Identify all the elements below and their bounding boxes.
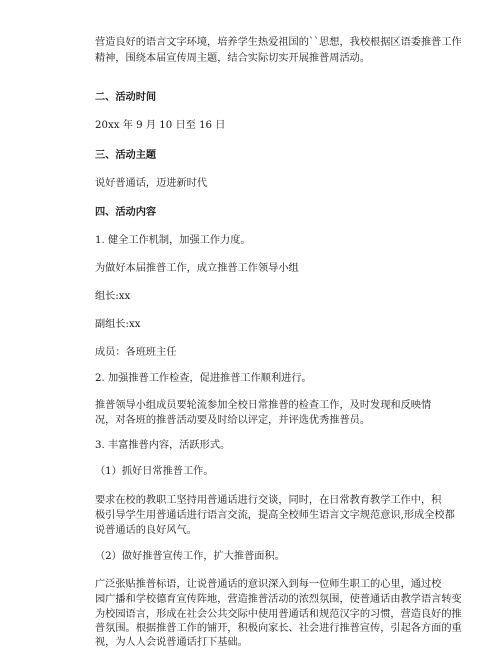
content-item-1: 1. 健全工作机制，加强工作力度。 [95,235,251,246]
heading-activity-content: 四、活动内容 [95,207,157,218]
sub-item-1-line-2: 极引导学生用普通话进行语言交流，提高全校师生语言文字规范意识,形成全校都 [95,510,455,521]
sub-item-2-line-4: 普氛围。根据推普工作的铺开，积极向家长、社会进行推普宣传，引起各方面的重 [95,623,462,634]
content-item-1-desc: 为做好本届推普工作，成立推普工作领导小组 [95,263,299,274]
activity-theme-text: 说好普通话，迈进新时代 [95,178,208,189]
sub-item-1-line-1: 要求在校的教职工坚持用普通话进行交谈，同时，在日常教育教学工作中，积 [95,495,442,506]
sub-item-2-line-3: 为校园语言，形成在社会公共交际中使用普通话和规范汉字的习惯，营造良好的推 [95,609,462,620]
sub-item-1: （1）抓好日常推普工作。 [95,466,214,477]
sub-item-2-line-1: 广泛张贴推普标语，让说普通话的意识深入到每一位师生职工的心里，通过校 [95,579,442,590]
heading-activity-time: 二、活动时间 [95,92,157,103]
content-item-3: 3. 丰富推普内容，活跃形式。 [95,440,231,451]
sub-item-1-line-3: 说普通话的良好风气。 [95,525,197,536]
activity-time-text: 20xx 年 9 月 10 日至 16 日 [95,120,226,131]
heading-activity-theme: 三、活动主题 [95,150,157,161]
sub-item-2-line-2: 园广播和学校德育宣传阵地，营造推普活动的浓烈氛围，使普通话由教学语言转变 [95,594,462,605]
leader-line: 组长:xx [95,291,131,302]
item-2-para-line-2: 况，对各班的推普活动要及时给以评定，并评选优秀推普员。 [95,415,371,426]
content-item-2: 2. 加强推普工作检查，促进推普工作顺利进行。 [95,373,312,384]
intro-line-1: 营造良好的语言文字环境，培养学生热爱祖国的``思想，我校根据区语委推普工作 [95,37,462,48]
item-2-para-line-1: 推普领导小组成员要轮流参加全校日常推普的检查工作，及时发现和反映情 [95,400,432,411]
vice-leader-line: 副组长:xx [95,319,141,330]
intro-line-2: 精神，围绕本届宣传周主题，结合实际切实开展推普周活动。 [95,53,371,64]
members-line: 成员：各班班主任 [95,347,177,358]
sub-item-2-line-5: 视，为人人会说普通话打下基础。 [95,637,248,648]
sub-item-2: （2）做好推普宣传工作，扩大推普面积。 [95,551,285,562]
